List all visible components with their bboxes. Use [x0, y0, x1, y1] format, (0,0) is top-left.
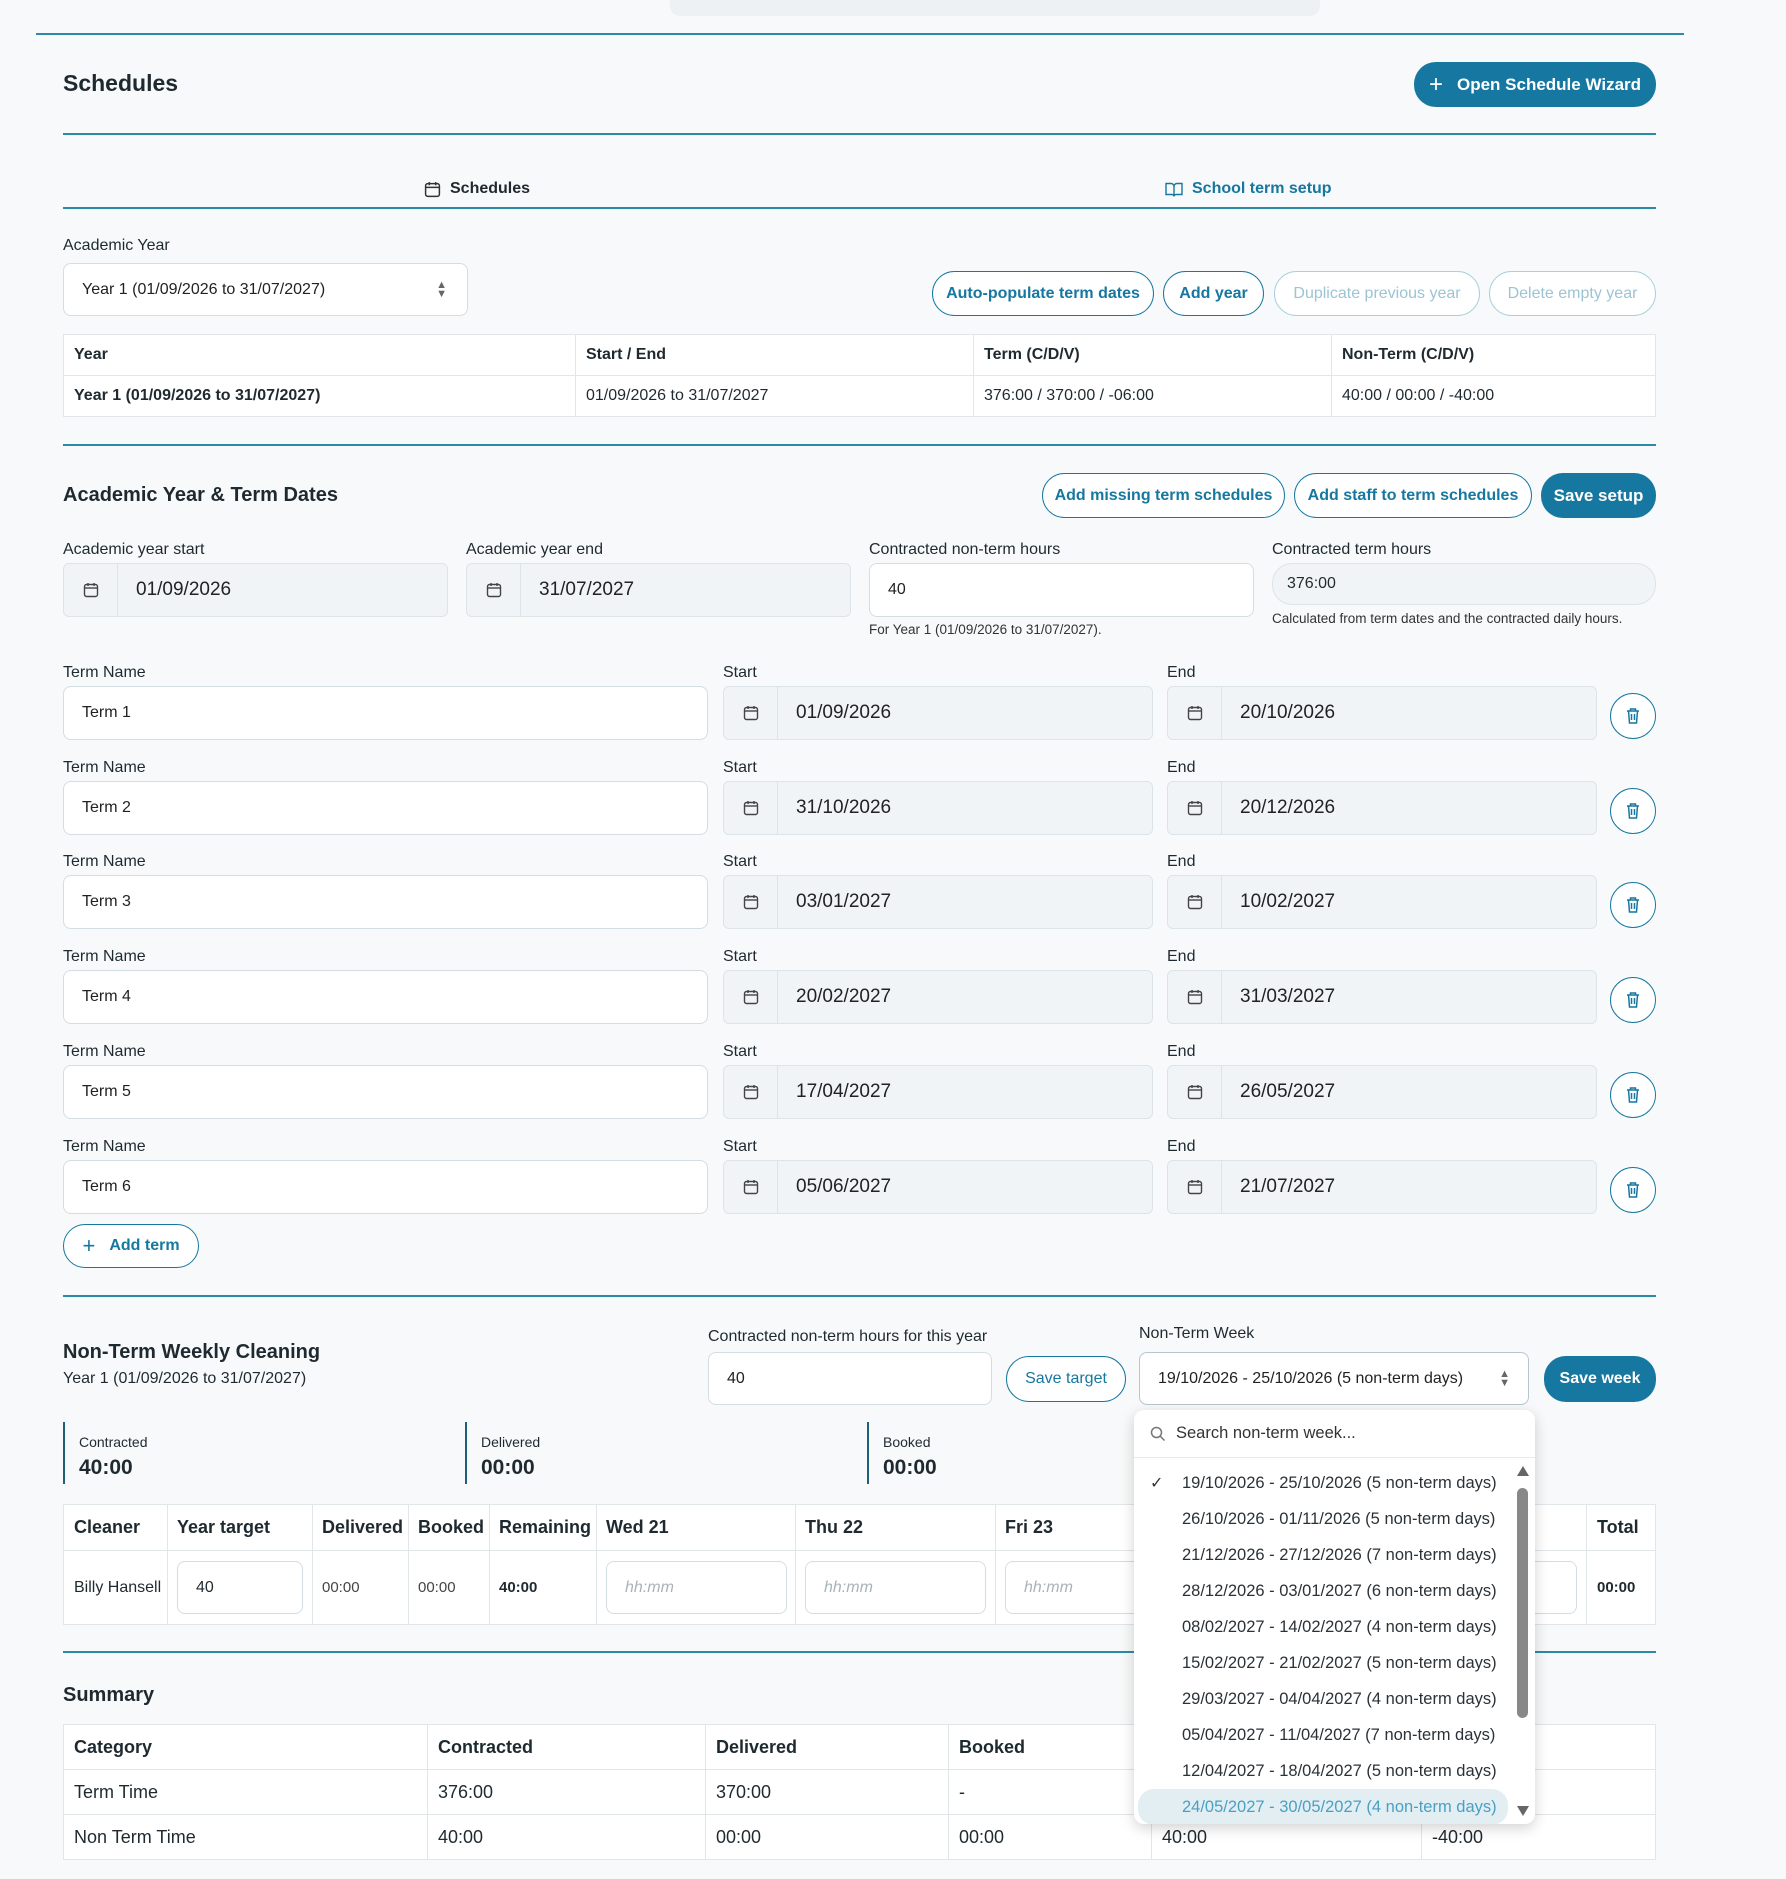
calendar-icon: [1168, 782, 1222, 834]
academic-year-label: Academic Year: [63, 237, 170, 254]
header-divider: [63, 133, 1656, 135]
term-name-label: Term Name: [63, 853, 146, 871]
summary-cell: 00:00: [949, 1815, 1152, 1860]
term-start-input[interactable]: [723, 781, 1153, 835]
contracted-term-hours-field: [1272, 563, 1656, 605]
term-name-input[interactable]: [63, 1065, 708, 1119]
term-start-input[interactable]: [723, 686, 1153, 740]
select-arrows-icon: ▲ ▼: [1499, 1367, 1510, 1389]
plus-icon: +: [82, 1233, 96, 1258]
dropdown-option[interactable]: [1134, 1609, 1512, 1645]
year-target-cell: [168, 1551, 313, 1625]
fri-time-placeholder: hh:mm: [1024, 1578, 1073, 1596]
nonterm-week-label: Non-Term Week: [1139, 1325, 1255, 1342]
stat-delivered-label: Delivered: [481, 1434, 541, 1450]
term-name-label: Term Name: [63, 664, 146, 681]
summary-contracted-header: Contracted: [428, 1725, 706, 1770]
stat-contracted-value: 40:00: [79, 1456, 133, 1479]
term-name-input[interactable]: [63, 1160, 708, 1214]
stat-contracted-label: Contracted: [79, 1434, 148, 1450]
term-name-input[interactable]: [63, 781, 708, 835]
year-target-value: 40: [196, 1578, 214, 1596]
total-cell: 00:00: [1587, 1551, 1656, 1625]
dropdown-option[interactable]: [1134, 1573, 1512, 1609]
calendar-icon: [64, 564, 118, 616]
calendar-icon: [1168, 876, 1222, 928]
top-divider: [36, 33, 1684, 35]
dropdown-option-label: 12/04/2027 - 18/04/2027 (5 non-term days): [1182, 1761, 1497, 1780]
term-start-label: Start: [723, 853, 757, 871]
tab-schedules-label: Schedules: [450, 180, 531, 197]
year-target-input[interactable]: [177, 1561, 303, 1614]
delete-term-button[interactable]: [1610, 1167, 1656, 1213]
year-col-header: Year: [64, 335, 576, 376]
tab-schedules[interactable]: [424, 180, 530, 198]
term-name-value: Term 1: [82, 704, 131, 721]
top-search-bar[interactable]: [670, 0, 1320, 16]
term-start-value: 01/09/2026: [796, 702, 892, 723]
dropdown-option-label: 28/12/2026 - 03/01/2027 (6 non-term days): [1182, 1581, 1497, 1600]
summary-cell: 00:00: [706, 1815, 949, 1860]
summary-cell: -: [949, 1770, 1152, 1815]
book-icon: [1165, 181, 1183, 198]
trash-icon: [1625, 991, 1641, 1009]
summary-cell: 40:00: [1152, 1815, 1422, 1860]
nonterm-target-label: Contracted non-term hours for this year: [708, 1328, 988, 1345]
term-name-value: Term 3: [82, 893, 131, 911]
start-end-col-header: Start / End: [576, 335, 974, 376]
delete-term-button[interactable]: [1610, 977, 1656, 1023]
stat-booked-label: Booked: [883, 1434, 931, 1450]
checkmark-icon: ✓: [1150, 1475, 1164, 1492]
table-row[interactable]: [64, 376, 1656, 417]
term-end-value: 10/02/2027: [1240, 891, 1336, 913]
academic-year-end-value: 31/07/2027: [539, 579, 635, 600]
start-end-cell: 01/09/2026 to 31/07/2027: [576, 376, 974, 417]
auto-populate-button[interactable]: Auto-populate term dates: [932, 271, 1154, 316]
term-start-label: Start: [723, 758, 757, 776]
dropdown-scrollbar[interactable]: [1515, 1466, 1531, 1818]
dropdown-options: [1134, 1465, 1512, 1824]
term-start-input[interactable]: [723, 875, 1153, 929]
dropdown-option-label: 26/10/2026 - 01/11/2026 (5 non-term days): [1182, 1509, 1496, 1528]
term-end-input[interactable]: [1167, 875, 1597, 929]
delivered-cell: 00:00: [313, 1551, 409, 1625]
add-term-label: Add term: [109, 1237, 180, 1254]
term-name-value: Term 2: [82, 798, 131, 816]
cleaner-name: Billy Hansell: [64, 1551, 168, 1625]
term-cell: 376:00 / 370:00 / -06:00: [974, 376, 1332, 417]
nonterm-target-input[interactable]: [708, 1352, 992, 1405]
summary-cell: 40:00: [428, 1815, 706, 1860]
term-section-title: Academic Year & Term Dates: [63, 484, 338, 506]
summary-cell: Term Time: [64, 1770, 428, 1815]
dropdown-option[interactable]: [1134, 1465, 1512, 1501]
term-end-input[interactable]: [1167, 970, 1597, 1024]
stat-contracted: [63, 1422, 363, 1484]
calendar-icon: [724, 876, 778, 928]
thu-time-input[interactable]: [805, 1561, 986, 1614]
cleaner-col-header: Cleaner: [64, 1505, 168, 1551]
calendar-icon: [724, 971, 778, 1023]
term-end-value: 21/07/2027: [1240, 1175, 1336, 1197]
trash-icon: [1625, 1181, 1641, 1199]
tab-school-term-label: School term setup: [1192, 180, 1332, 197]
term-end-value: 31/03/2027: [1240, 986, 1336, 1008]
term-name-input[interactable]: [63, 686, 708, 740]
term-end-label: End: [1167, 1042, 1196, 1060]
dropdown-option-label: 21/12/2026 - 27/12/2026 (7 non-term days): [1182, 1545, 1497, 1564]
term-end-value: 20/10/2026: [1240, 702, 1336, 723]
year-cell: Year 1 (01/09/2026 to 31/07/2027): [64, 376, 576, 417]
booked-col-header: Booked: [409, 1505, 490, 1551]
term-start-label: Start: [723, 948, 757, 966]
term-end-label: End: [1167, 948, 1196, 966]
summary-title: Summary: [63, 1684, 155, 1706]
save-target-button[interactable]: Save target: [1006, 1356, 1126, 1402]
save-setup-button[interactable]: Save setup: [1541, 473, 1656, 518]
term-name-value: Term 6: [82, 1177, 131, 1195]
term-end-input[interactable]: [1167, 1160, 1597, 1214]
term-start-input[interactable]: [723, 1065, 1153, 1119]
nonterm-col-header: Non-Term (C/D/V): [1332, 335, 1656, 376]
contracted-term-hours-value: 376:00: [1287, 575, 1336, 592]
add-year-button[interactable]: Add year: [1163, 271, 1264, 316]
delete-empty-year-button[interactable]: Delete empty year: [1489, 271, 1656, 316]
trash-icon: [1625, 802, 1641, 820]
plus-icon: +: [1428, 70, 1443, 98]
remaining-col-header: Remaining: [490, 1505, 597, 1551]
search-icon: [1150, 1426, 1166, 1442]
term-name-label: Term Name: [63, 758, 146, 776]
wed-col-header: Wed 21: [597, 1505, 796, 1551]
save-week-button[interactable]: Save week: [1544, 1356, 1656, 1402]
scroll-up-icon[interactable]: [1517, 1466, 1529, 1476]
summary-category-header: Category: [64, 1725, 428, 1770]
total-col-header: Total: [1587, 1505, 1656, 1551]
nonterm-section-subtitle: Year 1 (01/09/2026 to 31/07/2027): [63, 1370, 307, 1387]
delete-term-button[interactable]: [1610, 788, 1656, 834]
calendar-icon: [467, 564, 521, 616]
thu-col-header: Thu 22: [796, 1505, 996, 1551]
term-hours-help: Calculated from term dates and the contracted daily hours.: [1272, 611, 1623, 626]
summary-cell: 376:00: [428, 1770, 706, 1815]
dropdown-option[interactable]: [1134, 1501, 1512, 1537]
calendar-icon: [1168, 687, 1222, 739]
term-name-input[interactable]: [63, 875, 708, 929]
trash-icon: [1625, 1086, 1641, 1104]
stat-booked: [867, 1422, 1127, 1484]
dropdown-option[interactable]: [1138, 1789, 1508, 1824]
contracted-nonterm-hours-value: 40: [888, 581, 906, 598]
add-term-button[interactable]: [63, 1224, 199, 1268]
nonterm-cell: 40:00 / 00:00 / -40:00: [1332, 376, 1656, 417]
tabs-divider: [63, 207, 1656, 209]
term-start-input[interactable]: [723, 970, 1153, 1024]
thu-cell: [796, 1551, 996, 1625]
term-end-label: End: [1167, 1137, 1196, 1155]
term-end-input[interactable]: [1167, 686, 1597, 740]
contracted-nonterm-hours-label: Contracted non-term hours: [869, 541, 1061, 558]
scroll-down-icon[interactable]: [1517, 1806, 1529, 1816]
nonterm-week-select[interactable]: [1139, 1352, 1529, 1405]
term-divider: [63, 1295, 1656, 1297]
term-name-input[interactable]: [63, 970, 708, 1024]
add-missing-term-schedules-button[interactable]: Add missing term schedules: [1042, 473, 1285, 518]
summary-cell: 370:00: [706, 1770, 949, 1815]
term-end-value: 26/05/2027: [1240, 1080, 1336, 1102]
stat-booked-value: 00:00: [883, 1456, 937, 1479]
term-name-label: Term Name: [63, 948, 146, 966]
wed-cell: [597, 1551, 796, 1625]
contracted-term-hours-label: Contracted term hours: [1272, 541, 1432, 558]
dropdown-option-label: 15/02/2027 - 21/02/2027 (5 non-term days): [1182, 1653, 1497, 1672]
delete-term-button[interactable]: [1610, 882, 1656, 928]
trash-icon: [1625, 896, 1641, 914]
term-end-label: End: [1167, 664, 1196, 681]
nonterm-section-title: Non-Term Weekly Cleaning: [63, 1341, 321, 1363]
term-start-label: Start: [723, 1137, 757, 1155]
dropdown-search[interactable]: [1134, 1410, 1535, 1458]
dropdown-option-label: 19/10/2026 - 25/10/2026 (5 non-term days): [1182, 1473, 1497, 1492]
scroll-thumb[interactable]: [1517, 1488, 1528, 1718]
duplicate-year-button[interactable]: Duplicate previous year: [1274, 271, 1480, 316]
calendar-icon: [724, 687, 778, 739]
term-end-input[interactable]: [1167, 1065, 1597, 1119]
calendar-icon: [1168, 1161, 1222, 1213]
term-name-value: Term 4: [82, 988, 131, 1006]
nonterm-hours-help: For Year 1 (01/09/2026 to 31/07/2027).: [869, 622, 1102, 637]
term-start-label: Start: [723, 1042, 757, 1060]
nonterm-target-value: 40: [727, 1369, 745, 1387]
dropdown-option[interactable]: [1134, 1717, 1512, 1753]
calendar-icon: [1168, 1066, 1222, 1118]
open-schedule-wizard-button[interactable]: [1414, 62, 1656, 107]
select-arrows-icon: ▲ ▼: [436, 278, 447, 300]
calendar-icon: [724, 1161, 778, 1213]
booked-cell: 00:00: [409, 1551, 490, 1625]
term-name-label: Term Name: [63, 1042, 146, 1060]
term-name-label: Term Name: [63, 1137, 146, 1155]
calendar-icon: [724, 1066, 778, 1118]
term-end-label: End: [1167, 853, 1196, 871]
wed-time-input[interactable]: [606, 1561, 787, 1614]
academic-year-value: Year 1 (01/09/2026 to 31/07/2027): [82, 280, 326, 298]
contracted-nonterm-hours-input[interactable]: [869, 563, 1254, 617]
nonterm-week-dropdown[interactable]: [1134, 1410, 1535, 1824]
thu-time-placeholder: hh:mm: [824, 1578, 873, 1596]
term-start-value: 31/10/2026: [796, 796, 892, 818]
academic-year-start-value: 01/09/2026: [136, 579, 232, 600]
academic-year-start-input[interactable]: [63, 563, 448, 617]
term-start-value: 20/02/2027: [796, 986, 892, 1008]
academic-year-end-input[interactable]: [466, 563, 851, 617]
term-start-value: 17/04/2027: [796, 1080, 892, 1102]
delivered-col-header: Delivered: [313, 1505, 409, 1551]
dropdown-search-placeholder: Search non-term week...: [1176, 1424, 1356, 1442]
stat-delivered-value: 00:00: [481, 1456, 535, 1479]
dropdown-option[interactable]: [1134, 1645, 1512, 1681]
term-end-value: 20/12/2026: [1240, 796, 1336, 818]
dropdown-option-label: 29/03/2027 - 04/04/2027 (4 non-term days): [1182, 1689, 1497, 1708]
delete-term-button[interactable]: [1610, 1072, 1656, 1118]
year-table: [63, 334, 1656, 417]
term-end-input[interactable]: [1167, 781, 1597, 835]
year-divider: [63, 444, 1656, 446]
dropdown-option-label: 24/05/2027 - 30/05/2027 (4 non-term days): [1182, 1797, 1497, 1816]
term-start-value: 05/06/2027: [796, 1175, 892, 1197]
year-target-col-header: Year target: [168, 1505, 313, 1551]
dropdown-option[interactable]: [1134, 1681, 1512, 1717]
term-end-label: End: [1167, 758, 1196, 776]
wed-time-placeholder: hh:mm: [625, 1578, 674, 1596]
calendar-icon: [724, 782, 778, 834]
trash-icon: [1625, 707, 1641, 725]
dropdown-option[interactable]: [1134, 1753, 1512, 1789]
add-staff-to-term-schedules-button[interactable]: Add staff to term schedules: [1294, 473, 1532, 518]
term-name-value: Term 5: [82, 1082, 131, 1100]
page-title: Schedules: [63, 70, 179, 96]
stat-delivered: [465, 1422, 765, 1484]
wizard-button-label: Open Schedule Wizard: [1456, 74, 1642, 94]
fri-col-header: Fri 23: [996, 1505, 1196, 1551]
calendar-icon: [424, 181, 441, 198]
summary-cell: Non Term Time: [64, 1815, 428, 1860]
nonterm-week-value: 19/10/2026 - 25/10/2026 (5 non-term days): [1158, 1369, 1464, 1387]
term-start-input[interactable]: [723, 1160, 1153, 1214]
term-start-value: 03/01/2027: [796, 891, 892, 913]
term-start-label: Start: [723, 664, 757, 681]
summary-booked-header: Booked: [949, 1725, 1152, 1770]
dropdown-option[interactable]: [1134, 1537, 1512, 1573]
academic-year-end-label: Academic year end: [466, 541, 603, 558]
calendar-icon: [1168, 971, 1222, 1023]
delete-term-button[interactable]: [1610, 693, 1656, 739]
tab-school-term-setup[interactable]: [1165, 180, 1332, 198]
term-col-header: Term (C/D/V): [974, 335, 1332, 376]
dropdown-option-label: 05/04/2027 - 11/04/2027 (7 non-term days): [1182, 1725, 1496, 1744]
remaining-cell: 40:00: [490, 1551, 597, 1625]
academic-year-select[interactable]: [63, 263, 468, 316]
summary-delivered-header: Delivered: [706, 1725, 949, 1770]
summary-cell: -40:00: [1422, 1815, 1656, 1860]
academic-year-start-label: Academic year start: [63, 541, 205, 558]
dropdown-option-label: 08/02/2027 - 14/02/2027 (4 non-term days): [1182, 1617, 1497, 1636]
